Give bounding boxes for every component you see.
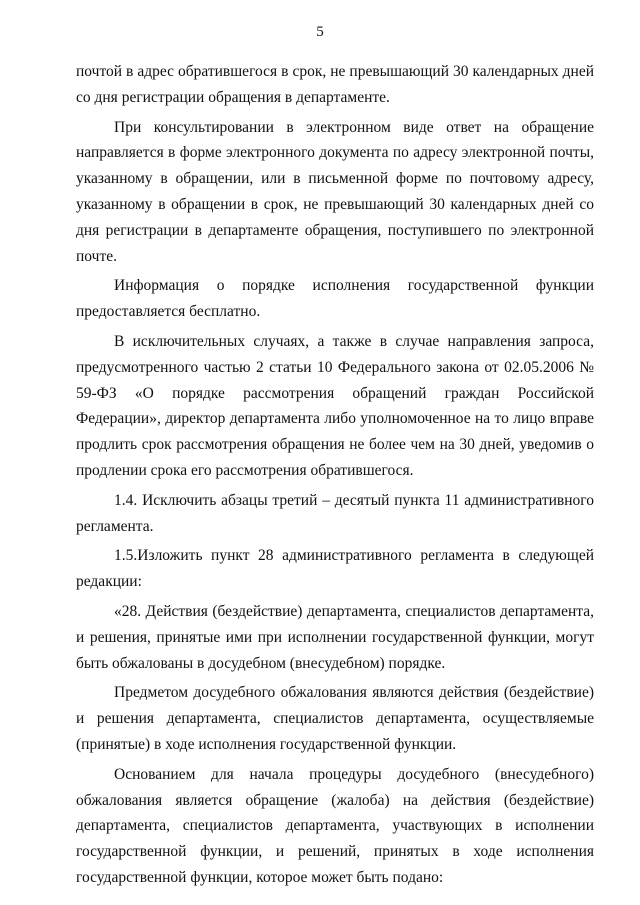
page-number: 5 (316, 24, 324, 40)
paragraph-6: 1.5.Изложить пункт 28 административного регламента в следующей редакции: (76, 547, 594, 591)
paragraph-7: «28. Действия (бездействие) департамента, специалистов департамента, и решения, принятые ими при исполнении государственной функции, могут быть обжалованы в досудебном (внесудебном) порядке. (76, 602, 594, 672)
paragraph-2: При консультировании в электронном виде ответ на обращение направляется в форме электронного документа по адресу электронной почты, указанному в обращении, или в письменной форме по почтовому адресу, указанному в обращении в срок, не превышающий 30 календарных дней со дня регистрации в департаменте обращения, поступившего по электронной почте. (76, 118, 594, 265)
document-body (76, 59, 594, 895)
paragraph-5: 1.4. Исключить абзацы третий – десятый пункта 11 административного регламента. (76, 491, 594, 535)
paragraph-4: В исключительных случаях, а также в случае направления запроса, предусмотренного частью 2 статьи 10 Федерального закона от 02.05.2006 № 59-ФЗ «О порядке рассмотрения обращений граждан Российской Федерации», директор департамента либо уполномоченное на то лицо вправе продлить срок рассмотрения обращения не более чем на 30 дней, уведомив о продлении срока его рассмотрения обратившегося. (76, 332, 594, 479)
paragraph-1: почтой в адрес обратившегося в срок, не превышающий 30 календарных дней со дня регистрации обращения в департаменте. (76, 63, 594, 106)
paragraph-3: Информация о порядке исполнения государственной функции предоставляется бесплатно. (76, 277, 594, 321)
paragraph-9: Основанием для начала процедуры досудебного (внесудебного) обжалования является обращение (жалоба) на действия (бездействие) департамента, специалистов департамента, участвующих в исполнении государственной функции, и решений, принятых в ходе исполнения государственной функции, которое может быть подано: (76, 765, 594, 886)
paragraph-8: Предметом досудебного обжалования являются действия (бездействие) и решения департамента, специалистов департамента, осуществляемые (принятые) в ходе исполнения государственной функции. (76, 684, 594, 753)
